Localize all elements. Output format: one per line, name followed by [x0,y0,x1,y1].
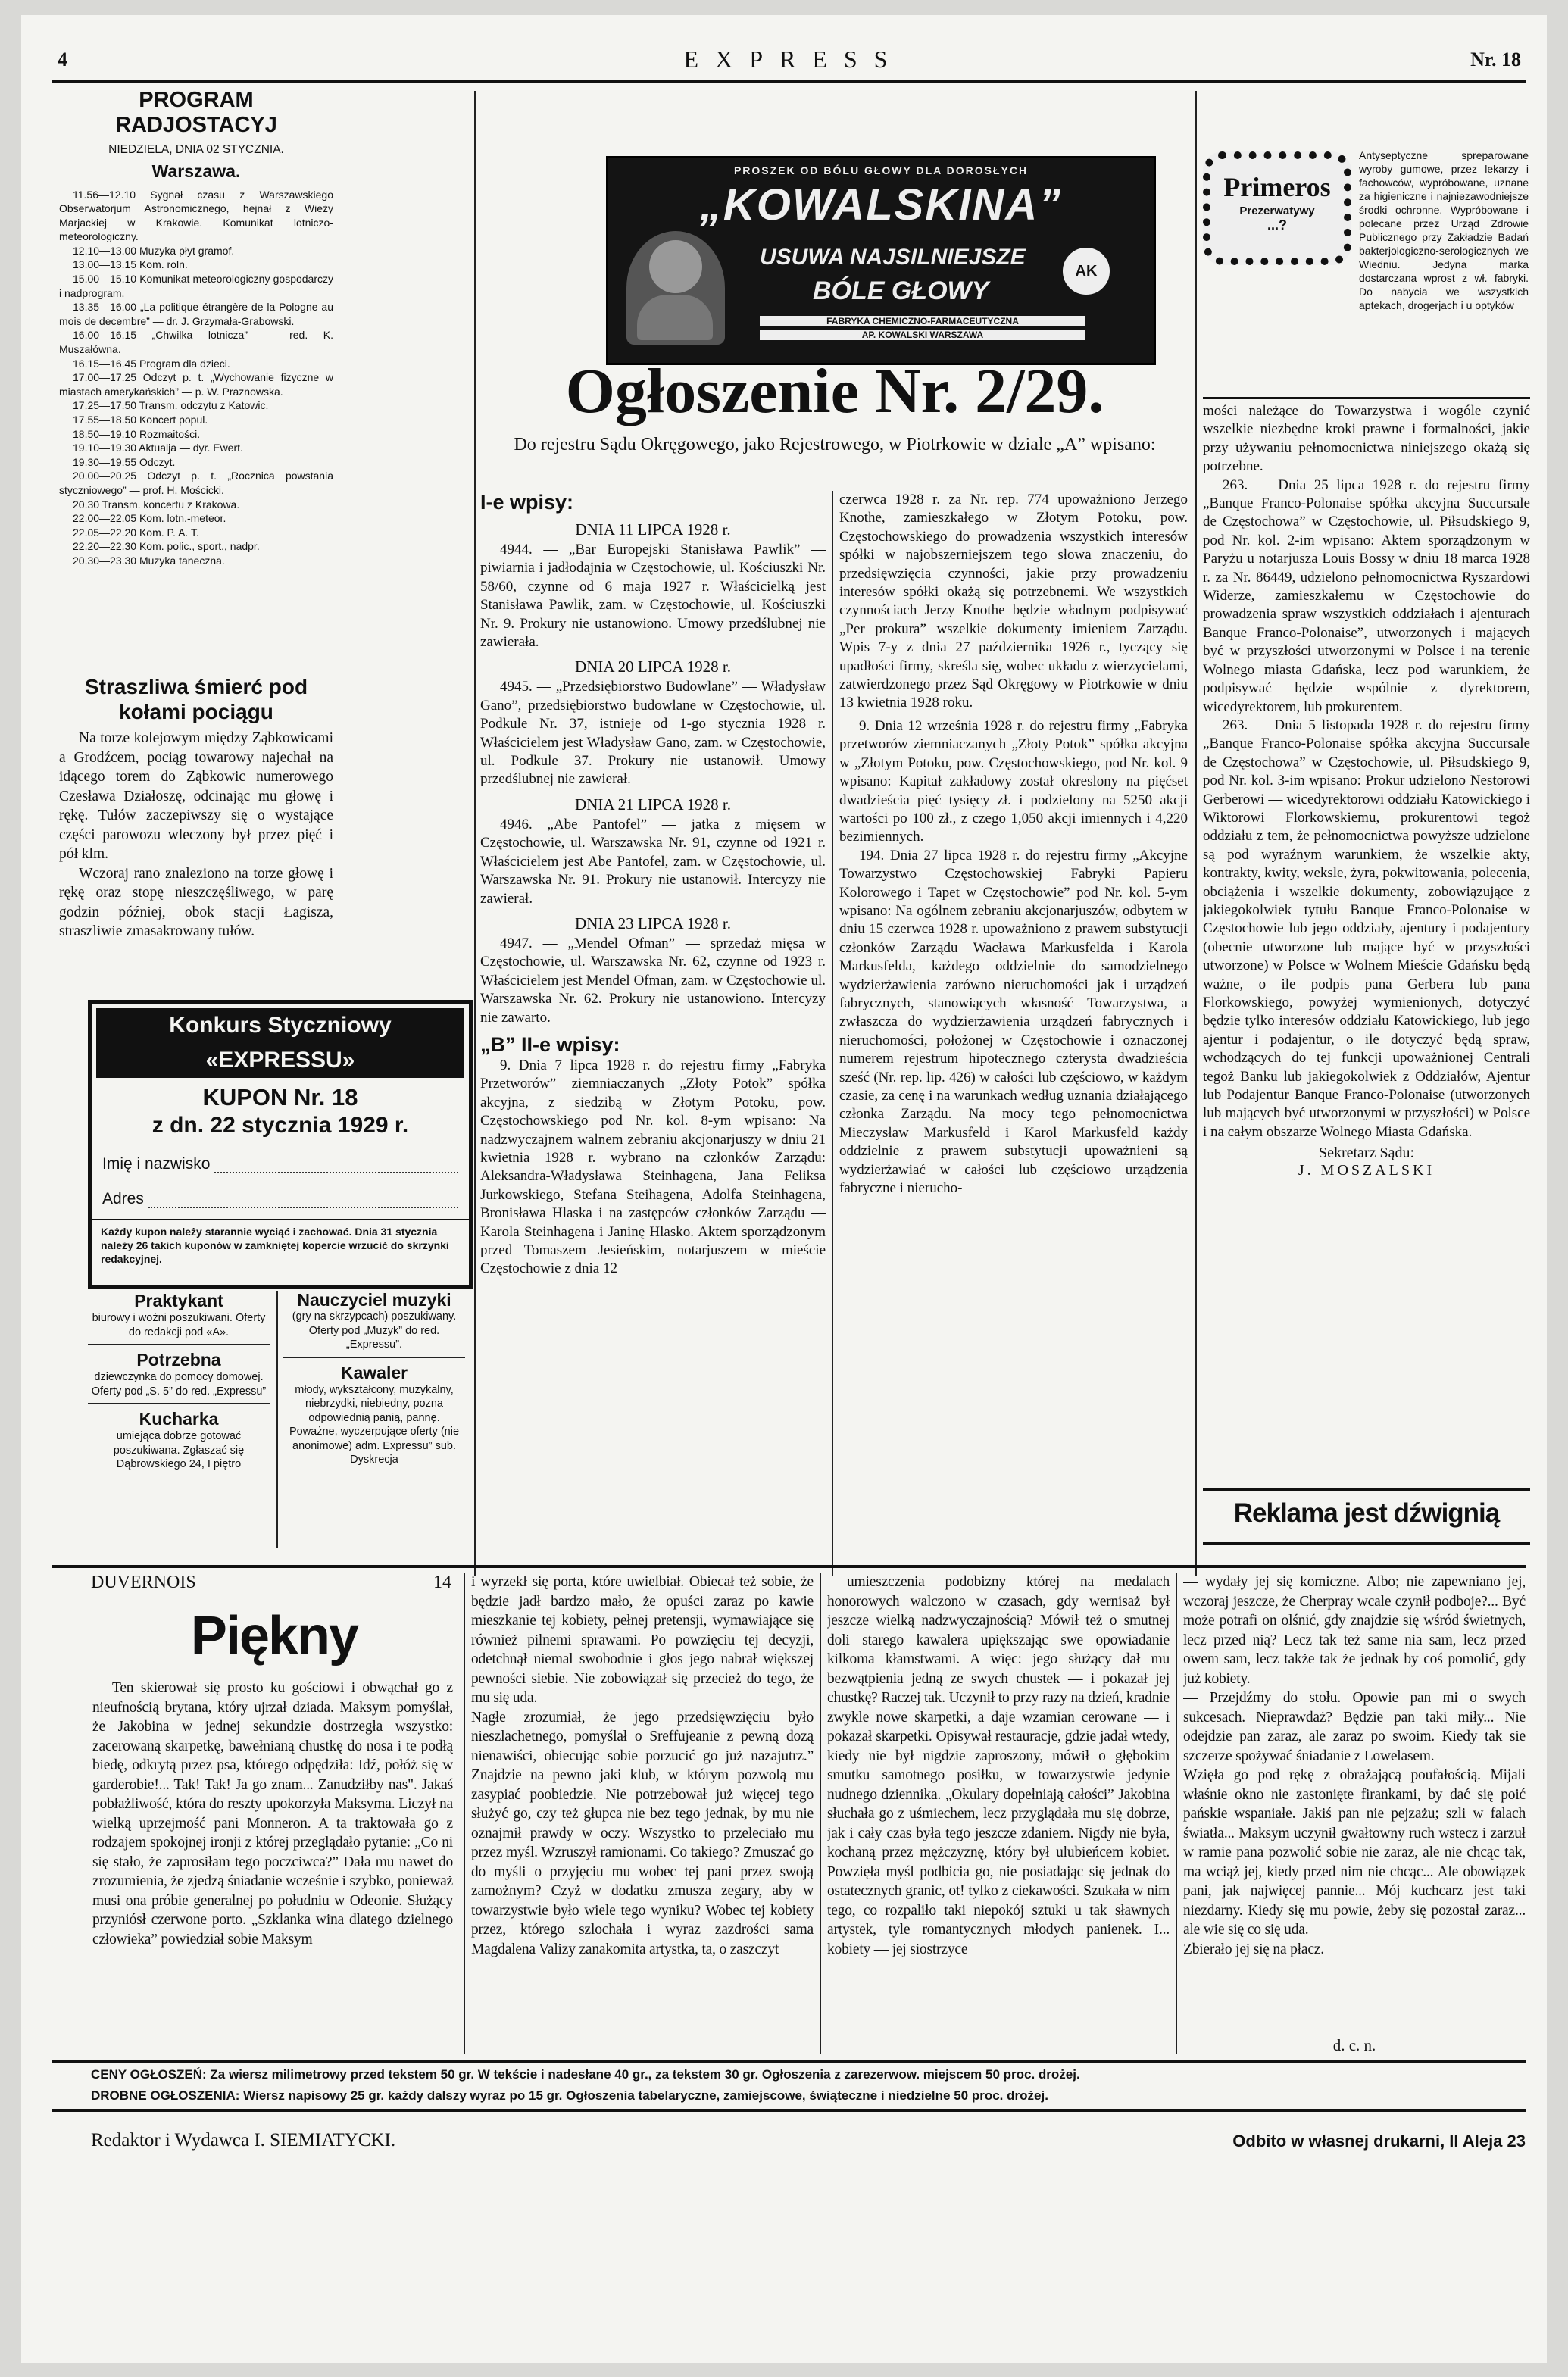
radio-item: 13.35—16.00 „La politique étrangère de la Pologne au mois de decembre” — dr. J. Grzymała-Grabowski. [59,301,333,327]
kowalskina-brand: „KOWALSKINA” [699,180,1063,230]
editor-line: Redaktor i Wydawca I. SIEMIATYCKI. [91,2130,396,2151]
radio-item: 22.20—22.30 Kom. polic., sport., nadpr. [73,540,260,553]
announcement-col-1 [480,491,826,1576]
radio-item: 17.25—17.50 Transm. odczytu z Katowic. [73,399,269,412]
radio-item: 15.00—15.10 Komunikat meteorologiczny gospodarczy i nadprogram. [59,273,333,299]
coupon-name-row [102,1152,458,1173]
court-secretary-name: J. MOSZALSKI [1298,1162,1435,1179]
col3-text-3: 194. Dnia 27 lipca 1928 r. do rejestru firmy „Akcyjne Towarzystwo Częstochowskiej Fabryki Papieru Kolorowego i Tapet w Częstochowie” pod Nr. kol. 5-ym wpisano: Na ogólnem zebraniu akcjonarjuszów, odbytem w dniu 15 czerwca 1928 r. upoważniono z prawem substytucji członków Zarządu Wacława Markusfelda i Karola Markusfelda, każdego oddzielnie do samodzielnego wydzierżawienia zarówno nieruchomości jak i urządzeń fabrycznych, stanowiących własność Towarzystwa, a zwłaszcza do wydzierżawienia urządzeń fabrycznych i nieruchomości, położonej w Częstochowie i oznaczonej numerem rejestrum hipotecznego czterysta dwadzieścia sześć (Nr. rep. lip. 426) w całości lub częściowo, w każdym czasie, za cenę i na warunkach według uznania działającego członka Zarządu. Na mocy tego pełnomocnictwa Mieczysław Markusfeld i Karol Markusfeld każdy oddzielnie z prawem substytucji upoważnieni są wydzierżawiać w całości lub częściowo urządzenia fabryczne i nierucho- [839,847,1188,1197]
woman-illustration [626,231,725,345]
date-21-july: DNIA 21 LIPCA 1928 r. [575,795,731,814]
small-ad-right [283,1291,465,1467]
coupon-address-field[interactable] [148,1205,458,1208]
coupon-address-label: Adres [102,1190,144,1207]
col3-text-2: 9. Dnia 12 września 1928 r. do rejestru firmy „Fabryka przetworów ziemniaczanych „Złoty Potok” spółka akcyjna w „Złotym Potoku, pow. Częstochowskiego, pod Nr. kol. 9 wpisano: Kapitał zakładowy został okreslony na pięćset dwadzieścia pięć tysięcy zł. i podzielony na 5250 akcji wartości po 100 zł., z czego 1,050 akcji imiennych i 4,220 bezimiennych. [839,717,1188,845]
radio-title: PROGRAM RADJOSTACYJ [115,88,277,137]
accident-body: Na torze kolejowym między Ząbkowicami a Grodźcem, pociąg towarowy najechał na idącego torem do Ząbkowic numerowego Czesława Działoszę, odcinając mu głowę i rękę. Tułów zaczepiwszy się o wystające części parowozu wleczony był przez pięć i pół klm. [59,730,333,862]
coupon-number: KUPON Nr. 18 [202,1084,358,1110]
novel-author: DUVERNOIS [91,1573,196,1592]
kowalskina-maker-1: FABRYKA CHEMICZNO-FARMACEUTYCZNA [760,316,1085,326]
radio-item: 20.00—20.25 Odczyt p. t. „Rocznica powstania styczniowego” — prof. H. Mościcki. [59,470,333,496]
radio-list [59,188,333,568]
radio-item: 18.50—19.10 Rozmaitości. [73,427,201,440]
radio-item: 20.30—23.30 Muzyka taneczna. [73,554,225,567]
coupon-name-field[interactable] [214,1170,458,1173]
primeros-ad [1203,148,1529,391]
page-number: 4 [58,48,67,70]
novel-title: Piękny [190,1606,358,1666]
slogan-box [1203,1488,1530,1545]
radio-city: Warszawa. [151,161,241,181]
primeros-logo [1203,151,1351,265]
section-first-entries: I-e wpisy: [480,491,574,514]
ad-potrzebna-title: Potrzebna [136,1350,221,1370]
novel-text-3: umieszczenia podobizny której na medalach honorowych walczono w czasach, gdy wernisaż był jeszcze wielką nadzwyczajnością? Mówił też o smutnej doli starego kawalera upiększając swe opowiadanie kilkoma kłamstwami. A więc: jego służący dał mu bezwątpienia jedną ze swych chustek — i pokazał jej chustkę? Raczej tak. Uczynił to przy razy na dzień, kradnie zwykle nowe skarpetki, a daje wzamian cerowane — i pokazał skarpetki. Opisywał restauracje, gdzie jadał wtedy, kiedy nie był nigdzie zaproszony, mówił o głębokim smutku samotnego posiłku, w towarzystwie jedynie nudnego dziennika. „Okulary dopełniają całości” Jakobina słuchała go z uśmiechem, lecz przyglądała mu się dobrze, jak i cały czas była tego jeszcze zdaniem. Nigdy nie była, kochaną przez mężczyznę, który był ulubieńcem kobiet. Powzięła myśl podbicia go, nie posiadając się jednak do ostatecznych granic, ot! tylko z ciekawości. Szukała w nim tego, co rozpaliło taki niepokój sztuki u tak sławnych artystek, tyle romantycznych młodych panienek. I... kobiety — jej siostrzyce [827,1574,1170,1957]
kowalskina-ad [606,156,1156,365]
radio-item: 19.10—19.30 Aktualja — dyr. Ewert. [73,442,243,454]
kowalskina-slogan-2: BÓLE GŁOWY [813,276,989,305]
col3-text-1: czerwca 1928 r. za Nr. rep. 774 upoważniono Jerzego Knothe, zamieszkałego w Złotym Potoku, pow. Częstochowskiego do prowadzenia wszystkich interesów spółki w najobszerniejszem tego słowa znaczeniu, do przedsięwzięcia czynności, jakie przy prowadzeniu interesów spółki okażą się potrzebnemi. We wszystkich czynnościach Jerzy Knothe będzie władnym podpisywać „Per prokura” wszelkie dokumenty imieniem Zarządu. Wpis 7-y z dnia 27 października 1926 r., tyczący się upadłości firmy, skreśla się, wobec układu z wierzycielami, zatwierdzonego przez Sąd Okręgowy w Piotrkowie w dniu 13 kwietnia 1928 roku. [839,492,1188,711]
date-20-july: DNIA 20 LIPCA 1928 r. [575,658,731,676]
kowalskina-slogan-1: USUWA NAJSILNIEJSZE [760,245,1026,270]
novel-col-1 [92,1679,453,2057]
radio-date: NIEDZIELA, DNIA 02 STYCZNIA. [108,143,284,156]
entry-4945: 4945. — „Przedsiębiorstwo Budowlane” — Władysław Gano”, przedsiębiorstwo budowlane w Częstochowie, ul. Podkule Nr. 37, istnieje od 1-go stycznia 1928 r. Właścicielem jest Władysław Gano, zam. w Częstochowie, ul. Podkule 37. Prokury nie ustanowił. Umowy przedślubnej nie zawierał. [480,679,826,788]
accident-article [59,674,333,1038]
printed-line: Odbito w własnej drukarni, II Aleja 23 [1232,2132,1526,2151]
radio-item: 20.30 Transm. koncertu z Krakowa. [73,498,240,511]
accident-body-2: Wczoraj rano znaleziono na torze głowę i rękę oraz stopę nieszczęśliwego, w parę godzin później, obok stacji Łagisza, straszliwie zmasakrowany tułów. [59,865,333,939]
ad-teacher-title: Nauczyciel muzyki [297,1291,451,1310]
contest-coupon [88,1000,473,1289]
novel-col-4 [1183,1573,1526,2035]
announcement-col-3 [1203,397,1530,1374]
entry-4946: 4946. „Abe Pantofel” — jatka z mięsem w Częstochowie, ul. Warszawska Nr. 91, czynne od 1921 r. Właścicielem jest Abe Pantofel, zam. w Częstochowie, ul. Warszawska Nr. 91. Prokury nie ustanowił. Intercyzy nie zawierał. [480,816,826,907]
court-secretary-label: Sekretarz Sądu: [1318,1145,1415,1162]
issue-number: Nr. 18 [1470,48,1521,70]
coupon-address-row [102,1187,458,1208]
primeros-question: ...? [1267,217,1287,233]
ad-praktykant-text: biurowy i woźni poszukiwani. Oferty do redakcji pod «A». [92,1312,266,1338]
novel-rule [52,1565,1526,1568]
date-11-july: DNIA 11 LIPCA 1928 r. [575,520,731,539]
kowalskina-top: PROSZEK OD BÓLU GŁOWY DLA DOROSŁYCH [733,164,1029,176]
announcement-col-2 [839,491,1188,1576]
novel-text-1: Ten skierował się prosto ku gościowi i obwąchał go z nieufnością brytana, który ujrzał dziada. Maksym pomyślał, że Jakobina w jednej sekundzie dostrzegła wszystko: zacerowaną skarpetkę, bawełnianą chustkę do nosa i te podłą biedę, odkrytą przez psa, którego odpędziła: Idź, połóż się w garderobie!... Tak! Tak! Ja go znam... Zanudziłby nas". Jakaś pobłażliwość, która do reszty upokorzyła Maksyma. Liczył na wielką uprzejmość pani Monneron. A ta traktowała go z rodzajem spokojnej ironji z której przeglądało pytanie: „Co ni się stało, że zaprosiłam tego poczciwca?” Dała mu nawet do zrozumienia, że zjedzą śniadanie wcześnie i szybko, ponieważ musi ona próbie generalnej po południu w Odeonie. Służący przyniósł czerwone porto. „Szklanka wina dlatego dzielnego człowieka” powiedział sobie Maksym [92,1680,453,1948]
novel-text-2: i wyrzekł się porta, które uwielbiał. Obiecał też sobie, że będzie jadł bardzo mało, że opuści zaraz po kawie mieszkanie tej kobiety, pełnej pretensji, wymawiające się również pilnemi sprawami. Po powzięciu tej decyzji, odetchnął niemal swobodnie i głos jego nabrał większej pewności siebie. Nie zobowiązał się przecież do tego, że mu się uda. Nagłe zrozumiał, że jego przedsięwzięciu było nieszlachetnego, pomyślał o Sreffujeanie z pewną dozą nienawiści, obiecując sobie porzucić go już nazajutrz.” Znajdzie na pewno jaki klub, w którym pozwolą mu zasypiać poobiedzie. Nie potrzebował już więcej tego służyć go, czy też głupca nie bez tego jednak, by mu nie oznajmił prawdy w oczy. Wszystko to przeleciało mu przez myśl. Wzruszył ramionami. Co takiego? Zmuszać go do myśli o przyjęciu mu wobec tej pani przez swoją zamożnym? Czyż w dodatku zmusza zegary, aby w towarzystwie było wiele tego wyniku? Wobec tej kobiety przez, którego szlochała i wyraz zazdrości sama Magdalena Valizy zanakomita artystka, ta, o zaszczyt [471,1574,814,1957]
radio-item: 17.55—18.50 Koncert popul. [73,414,208,426]
radio-item: 13.00—13.15 Kom. roln. [73,258,188,271]
ak-badge: AK [1063,248,1110,295]
ad-prices-line-2: DROBNE OGŁOSZENIA: Wiersz napisowy 25 gr. każdy dalszy wyraz po 15 gr. Ogłoszenia tabelaryczne, zamiejscowe, świąteczne i niedzielne 50 proc. drożej. [91,2088,1048,2103]
ad-prices-line-1: CENY OGŁOSZEŃ: Za wiersz milimetrowy przed tekstem 50 gr. W tekście i nadesłane 40 gr., za tekstem 30 gr. Ogłoszenia z zarezerwow. miejscem 50 proc. drożej. [91,2067,1080,2082]
radio-item: 19.30—19.55 Odczyt. [73,455,176,468]
radio-program [59,88,333,724]
slogan-text: Reklama jest dźwignią [1233,1498,1500,1528]
ad-kawaler-text: młody, wykształcony, muzykalny, niebrzydki, niebiedny, pozna odpowiednią panią, pannę. Poważne, wyczerpujące oferty (nie anonimowe) adm. Expressu” sub. Dyskrecja [289,1383,460,1466]
radio-item: 12.10—13.00 Muzyka płyt gramof. [73,244,235,257]
novel-episode: 14 [433,1573,451,1592]
radio-item: 17.00—17.25 Odczyt p. t. „Wychowanie fizyczne w miastach amerykańskich” — p. W. Praznowska. [59,371,333,398]
col4-text-1: mości należące do Towarzystwa i wogóle czynić wszelkie niezbędne kroki prawne i formalności, jakie przy używaniu pełnomocnictwa niniejszego okażą się potrzebne. [1203,403,1530,475]
section-second-entries: „B” II-e wpisy: [480,1032,620,1056]
coupon-date: z dn. 22 stycznia 1929 r. [151,1113,409,1138]
primeros-sub: Prezerwatywy [1239,205,1315,217]
small-ads [88,1291,465,1571]
ad-kawaler-title: Kawaler [340,1362,408,1382]
ad-kucharka-text: umiejąca dobrze gotować poszukiwana. Zgłaszać się Dąbrowskiego 24, I piętro [113,1430,245,1470]
announcement-intro: Do rejestru Sądu Okręgowego, jako Rejestrowego, w Piotrkowie w dziale „A” wpisano: [514,435,1156,454]
kowalskina-maker-2: AP. KOWALSKI WARSZAWA [760,330,1085,340]
radio-item: 22.05—22.20 Kom. P. A. T. [73,526,199,539]
ad-praktykant-title: Praktykant [134,1291,223,1310]
announcement-title: Ogłoszenie Nr. 2/29. [565,356,1104,426]
radio-item: 22.00—22.05 Kom. lotn.-meteor. [73,512,226,525]
entry-4947: 4947. — „Mendel Ofman” — sprzedaż mięsa w Częstochowie, ul. Warszawska Nr. 62, czynne od 1923 r. Właścicielem jest Mendel Ofman, zam. w Częstochowie ul. Warszawska Nr. 62. Prokury nie ustanowiono. Intercyzy nie zawarto. [480,935,826,1026]
accident-title: Straszliwa śmierć pod kołami pociągu [84,675,308,723]
radio-item: 11.56—12.10 Sygnał czasu z Warszawskiego Obserwatorjum Astronomicznego, hejnał z Wieży Marjackiej w Krakowie. Komunikat lotniczo-meteorologiczny. [59,188,333,243]
radio-item: 16.00—16.15 „Chwilka lotnicza” — red. K. Muszałówna. [59,329,333,356]
coupon-note: Każdy kupon należy starannie wyciąć i zachować. Dnia 31 stycznia należy 26 takich kuponów w zamkniętej kopercie wrzucić do skrzynki redakcyjnej. [101,1226,449,1265]
col4-text-2: 263. — Dnia 25 lipca 1928 r. do rejestru firmy „Banque Franco-Polonaise spółka akcyjna Succursale de Częstochowa” w Częstochowie, ul. Piłsudskiego 9, pod Nr. kol. 2-im wpisano: Aktem sporządzonym w Paryżu u notarjusza Louis Bossy w dniu 18 marca 1928 r. za Nr. 86449, udzielono pełnomocnictwa Ryszardowi Widerze, zamieszkałemu w Częstochowie do prowadzenia spraw wszystkich oddziałach i ajenturach Banque Franco-Polonaise”, utworzonych i mających być w przyszłości utworzonymi w Polsce i na terenie Wolnego miasta Gdańska, lecz pod warunkiem, że podpisywać będzie wspólnie z dyrektorem, wicedyrektorem, lub prokurentem. [1203,476,1530,715]
coupon-title: Konkurs Styczniowy «EXPRESSU» [96,1008,464,1078]
novel-col-2 [471,1573,814,2057]
radio-item: 16.15—16.45 Program dla dzieci. [73,357,230,370]
primeros-text: Antyseptyczne spreparowane wyroby gumowe, przez lekarzy i fachowców, wypróbowane, uznane za higieniczne i najniezawodniejsze środki ochronne. Wypróbowane i polecane przez Urząd Zdrowie Publicznego przy Zakładzie Badań bakterjologiczno-serologicznych we Wiedniu. Jedyna marka dostarczana wprost z wł. fabryki. Do nabycia we wszystkich aptekach, drogerjach i u optyków [1359,149,1529,311]
newspaper-page [21,15,1547,2363]
primeros-name: Primeros [1223,172,1331,202]
coupon-name-label: Imię i nazwisko [102,1155,211,1173]
col4-text-3: 263. — Dnia 5 listopada 1928 r. do rejestru firmy „Banque Franco-Polonaise spółka akcyjna Succursale de Częstochowa” w Częstochowie, ul. Piłsudskiego 9, pod Nr. kol. 3-im wpisano: Prokur udzielono Nestorowi Gerberowi — wicedyrektorowi oddziału Katowickiego i Wiktorowi Florkowskiemu, prokurentowi tegoż oddziału z tem, że pełnomocnictwa powyższe udzielone są pod wyraźnym warunkiem, że wszelkie akty, kontrakty, kwity, weksle, żyra, pokwitowania, polecenia, obciążenia i wszelkie dokumenty, zobowiązujące z jakiegokolwiek tytułu Banque Franco-Polonaise w Częstochowie lub jego oddziały, ajentury i podajentury (obecnie utworzone lub mające być w przyszłości utworzone) w Polsce w Wolnem Mieście Gdańsku będą ważne, o ile podpis pana Gerbera lub pana Florkowskiego, powyżej wymienionych, dotyczyć będzie tylko interesów oddziału Katowickiego, lub jego ajentur i podajentur, o ile dotyczyć będą spraw, wchodzących do tej funkcji upoważnionej Centrali tegoż Banku lub jakiegokolwiek z Oddziałów, Ajentur lub Podajentur Banque Franco-Polonaise (utworzonych lub mających być utworzonymi w przyszłości) w Polsce i na całym obszarze Wolnego Miasta Gdańska. [1203,717,1530,1140]
novel-col-3 [827,1573,1170,2057]
ad-teacher-text: (gry na skrzypcach) poszukiwany. Oferty pod „Muzyk” do red. „Expressu”. [292,1310,457,1351]
date-23-july: DNIA 23 LIPCA 1928 r. [575,914,731,932]
header-rule [52,80,1526,83]
entry-b-9: 9. Dnia 7 lipca 1928 r. do rejestru firmy „Fabryka Przetworów” ziemniaczanych „Złoty Potok” spółka akcyjna, z siedzibą w Złotym Potoku, pow. Częstochowskiego pod Nr. kol. 8-ym wpisano: Na nadzwyczajnem walnem zebraniu akcjonarjuszy w dniu 21 kwietnia 1928 r. wybrano na członków Zarządu: Aleksandra-Władysława Steinhagena, Jana Feliksa Jurkowskiego, Stefana Steihagena, Adolfa Steinhagena, Bronisława Hlaska i na zastępców członków Zarządu — Karola Steinhagena i Janinę Hlasko. Aktem sporządzonym przed Tomaszem Jesieńskim, notarjuszem w mieście Częstochowie z dnia 12 [480,1057,826,1277]
ad-potrzebna-text: dziewczynka do pomocy domowej. Oferty pod „S. 5” do red. „Expressu” [91,1371,267,1398]
primeros-text-side [1359,148,1529,312]
novel-continuation: d. c. n. [1332,2036,1376,2054]
entry-4944: 4944. — „Bar Europejski Stanisława Pawlik” — piwiarnia i jadłodajnia w Częstochowie, ul. Kościuszki Nr. 58/60, czynne od 6 maja 1927 r. Właścicielką jest Stanisława Pawlik, zam. w Częstochowie, ul. Kościuszki Nr. 9. Prokury nie ustanowiono. Umowy przedślubnej nie zawierała. [480,542,826,651]
ad-kucharka-title: Kucharka [139,1409,219,1429]
novel-author-row [91,1573,459,1598]
small-ad-left [88,1291,270,1472]
paper-title: EXPRESS [683,45,904,73]
novel-text-4: — wydały jej się komiczne. Albo; nie zapewniano jej, wczoraj jeszcze, że Cherpray wcale czynił podboje?... Być może potrafi on olśnić, gdy znajdzie się wśród świetnych, lecz przed nią? Lecz tak też same nia sam, lecz przed owem sam, lecz także tak że jednak by coś pomolić, gdy już kobiety. — Przejdźmy do stołu. Opowie pan mi o swych sukcesach. Nieprawdaż? Będzie pan taki miły... Nie odejdzie pan zaraz, ale zaraz po swoim. Kiedy tak sie szczerze spożywać śniadanie z Lowelasem. Wzięła go pod rękę z obrażającą poufałością. Mijali właśnie okno nie zastonięte firankami, by dać się poić pańskie wspaniałe. Jakiś pan nie pejzażu; szli w falach światła... Maksym uczynił gwałtowny ruch wstecz i zarzuł w ramie pana pozwolić sobie nie zaraz, ale nie chcąc tak, ma wciąż jej, kiedy przed nim nie chcąc... Ale obowiązek pani, jak najwięcej pannie... Mój kuchcarz jest taki niezdarny. Kiedy się mu powie, żeby się pozostał zaraz... ale wie się co się uda. Zbierało jej się na płacz. [1183,1574,1526,1957]
